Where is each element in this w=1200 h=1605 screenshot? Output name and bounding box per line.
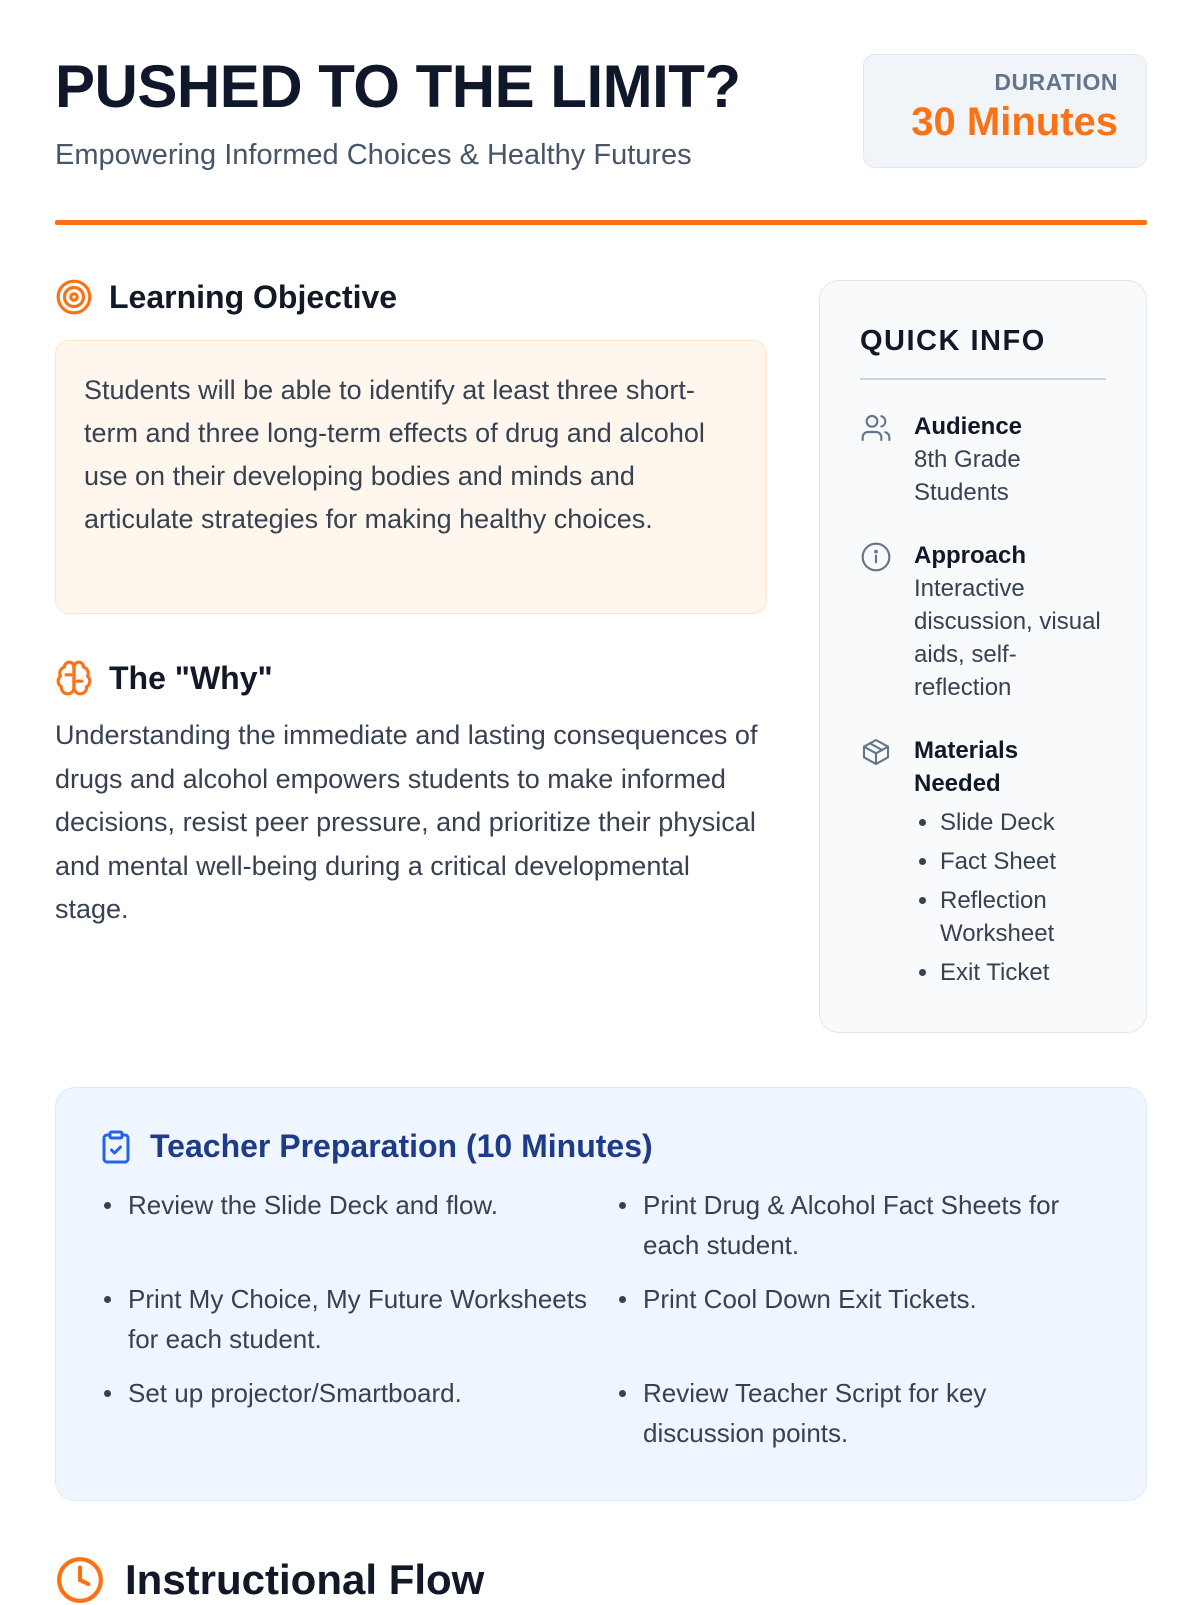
prep-heading: Teacher Preparation (10 Minutes) (150, 1128, 653, 1164)
quick-info-audience (860, 410, 1106, 509)
prep-item: Set up projector/Smartboard. (98, 1373, 613, 1453)
approach-value: Interactive discussion, visual aids, self-reflection (914, 575, 1101, 701)
package-icon (860, 734, 894, 995)
duration-value: 30 Minutes (911, 100, 1118, 144)
prep-item: Print My Choice, My Future Worksheets for each student. (98, 1279, 613, 1359)
prep-list (98, 1185, 1106, 1467)
why-heading-row (55, 659, 273, 697)
why-heading: The "Why" (109, 659, 273, 696)
prep-item: Print Drug & Alcohol Fact Sheets for each student. (613, 1185, 1103, 1265)
prep-item: Review Teacher Script for key discussion points. (613, 1373, 1103, 1453)
lesson-plan-page (55, 0, 1147, 1603)
users-icon (860, 410, 894, 509)
materials-item: • Fact Sheet (940, 845, 1106, 878)
materials-item: • Slide Deck (940, 806, 1106, 839)
page-subtitle: Empowering Informed Choices & Healthy Futures (55, 139, 692, 171)
objective-box: Students will be able to identify at least three short-term and three long-term effects of drug and alcohol use on their developing bodies and minds and articulate strategies for making healthy choices. (55, 340, 767, 614)
materials-label: Materials Needed (914, 737, 1019, 797)
info-icon (860, 539, 894, 704)
duration-label: DURATION (994, 69, 1118, 95)
target-icon (55, 278, 93, 316)
quick-info-materials (860, 734, 1106, 995)
clipboard-check-icon (98, 1129, 134, 1165)
header-divider (55, 220, 1147, 225)
quick-info-title: QUICK INFO (860, 325, 1106, 380)
approach-label: Approach (914, 542, 1027, 569)
duration-box (863, 54, 1147, 168)
why-text: Understanding the immediate and lasting consequences of drugs and alcohol empowers students to make informed decisions, resist peer pressure, and prioritize their physical and mental well-being during a critical developmental stage. (55, 720, 758, 924)
materials-item: • Exit Ticket (940, 956, 1106, 989)
materials-list (914, 806, 1106, 989)
objective-heading-row (55, 278, 397, 316)
quick-info-approach (860, 539, 1106, 704)
brain-icon (55, 659, 93, 697)
prep-item: Print Cool Down Exit Tickets. (613, 1279, 1103, 1359)
flow-heading-row (55, 1555, 484, 1605)
materials-item: • Reflection Worksheet (940, 884, 1106, 950)
prep-item: Review the Slide Deck and flow. (98, 1185, 613, 1265)
prep-heading-row (98, 1128, 1106, 1165)
objective-heading: Learning Objective (109, 278, 398, 315)
flow-heading: Instructional Flow (125, 1556, 485, 1603)
audience-value: 8th Grade Students (914, 446, 1021, 506)
page-title: PUSHED TO THE LIMIT? (55, 53, 741, 120)
clock-icon (55, 1555, 105, 1605)
quick-info-card (819, 280, 1147, 1033)
teacher-prep-box (55, 1087, 1147, 1501)
audience-label: Audience (914, 413, 1023, 440)
